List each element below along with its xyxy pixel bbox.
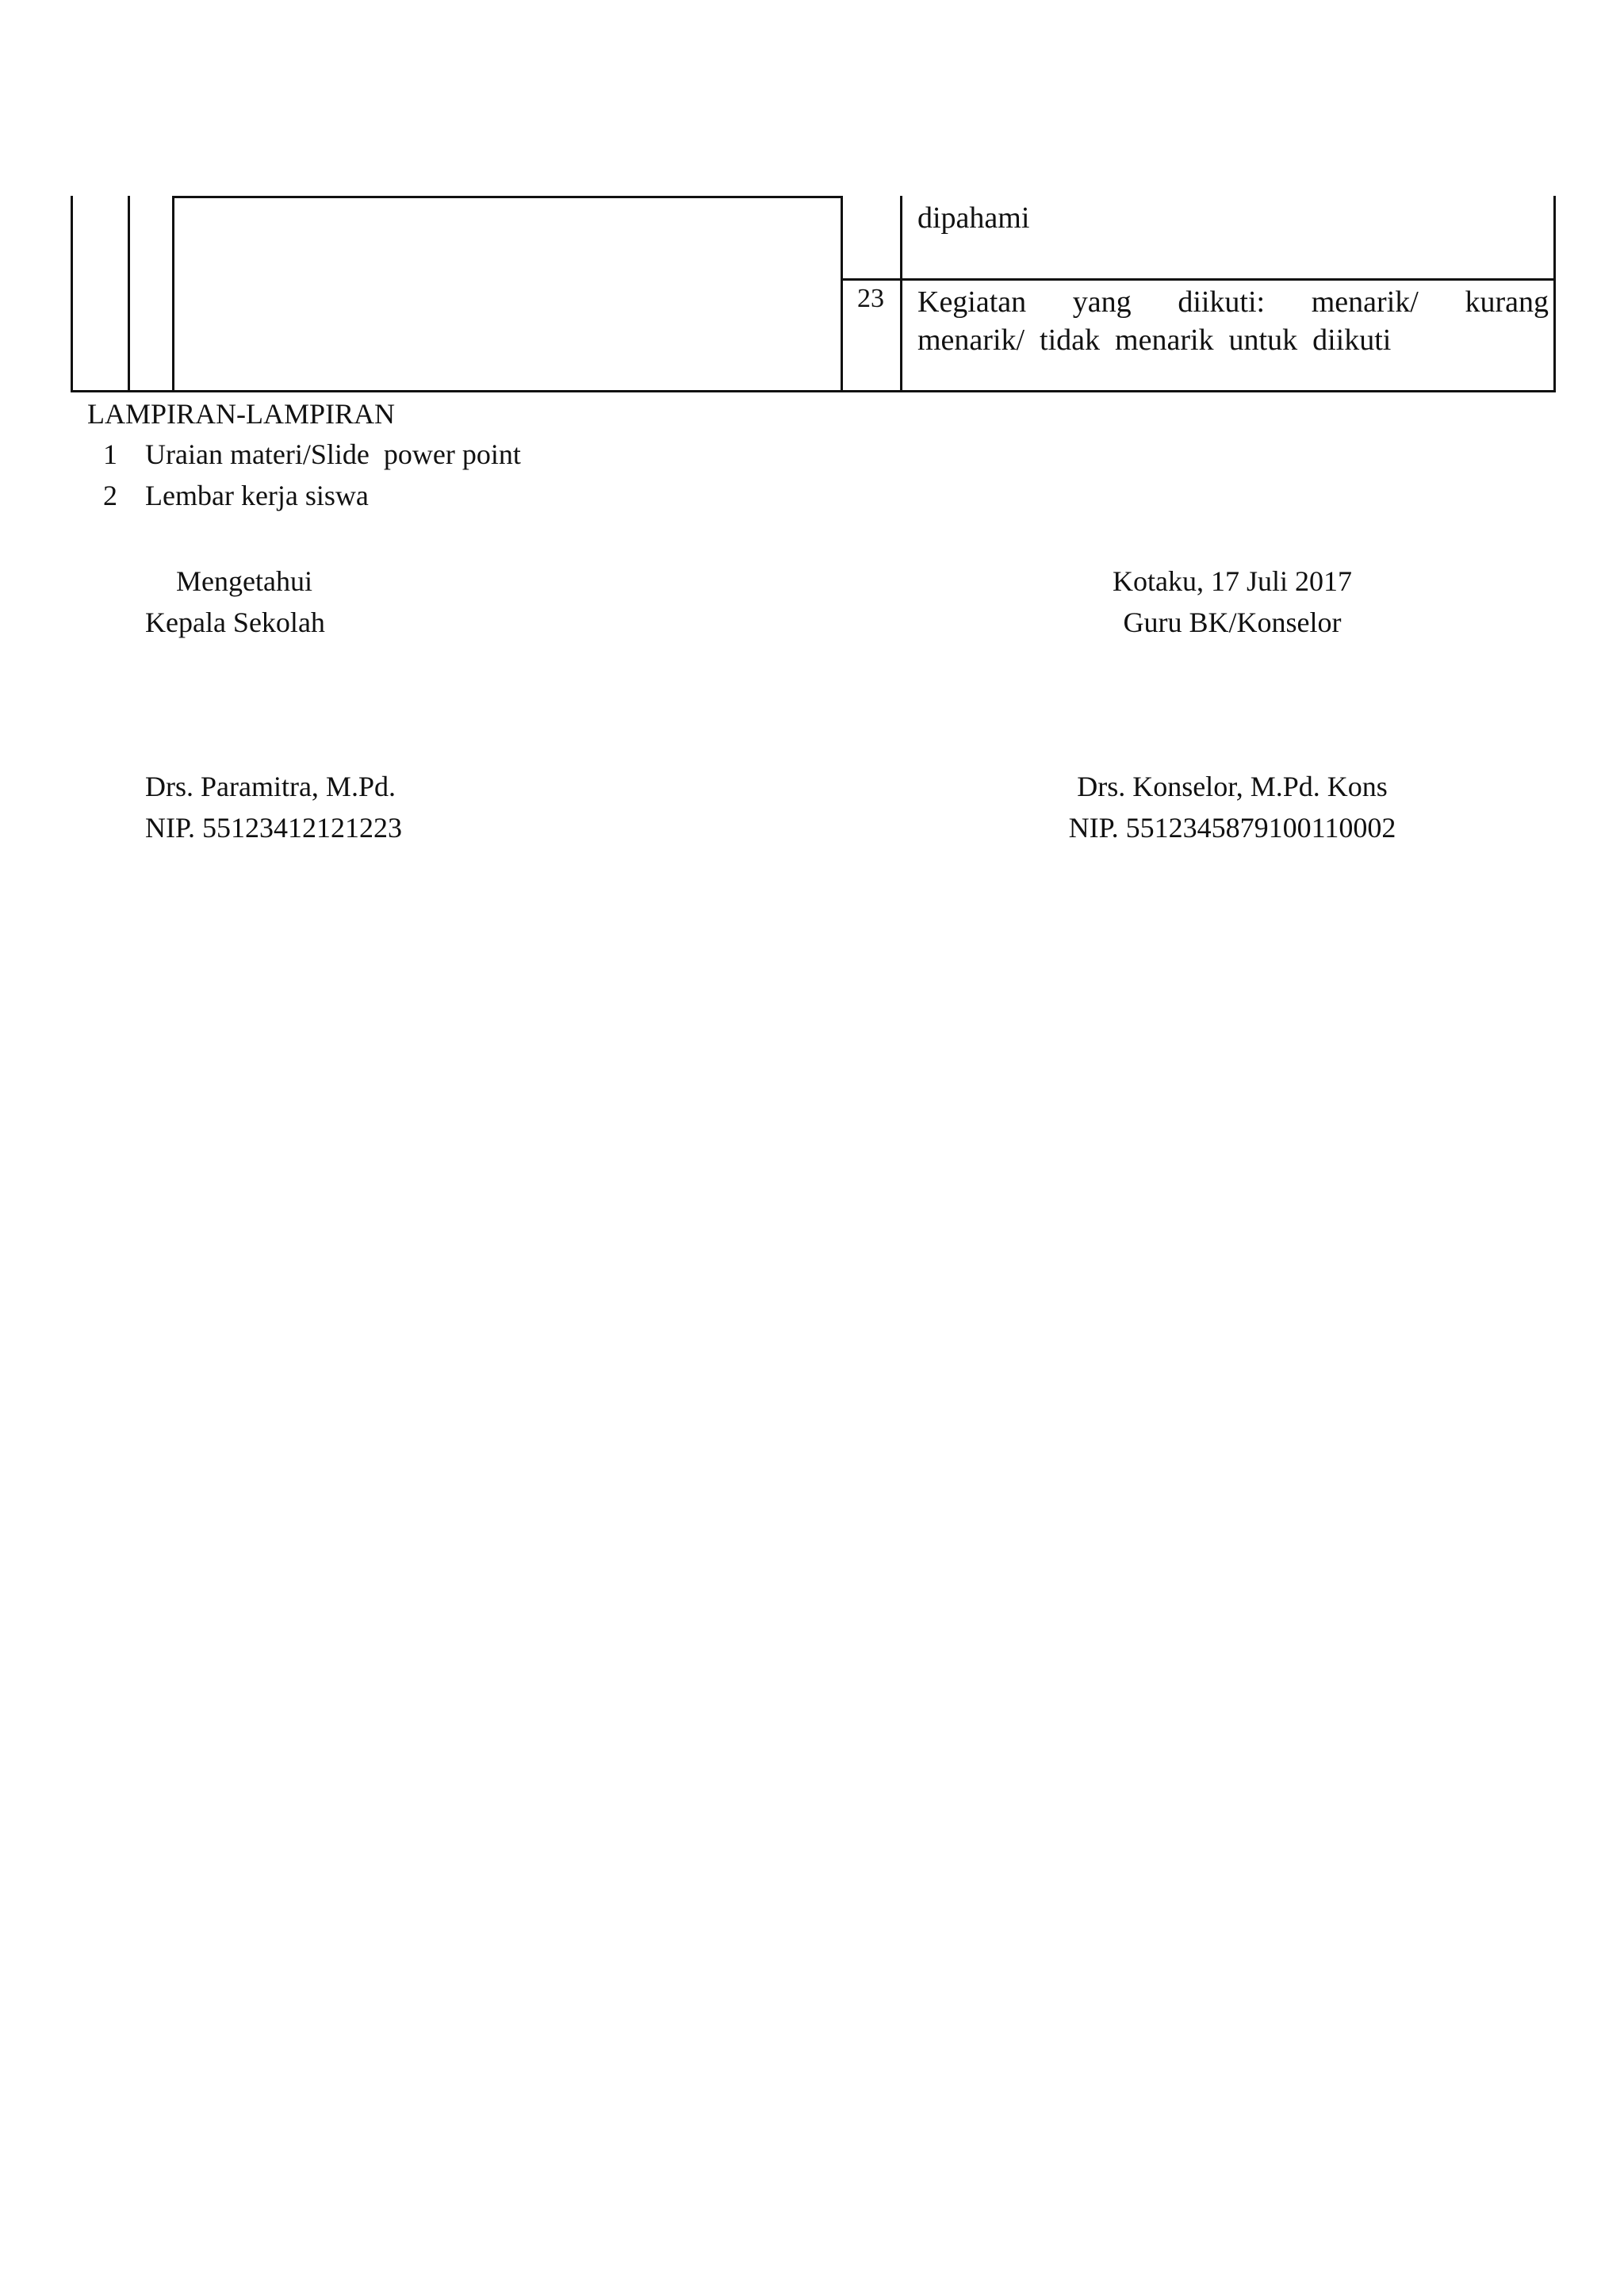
- row-word-4: menarik/: [1311, 285, 1419, 319]
- right-nip: NIP. 5512345879100110002: [1068, 812, 1396, 844]
- table-row-text-line1: [917, 283, 1549, 321]
- left-name: Drs. Paramitra, M.Pd.: [145, 771, 396, 802]
- table-col-divider-2: [172, 196, 174, 392]
- table-continued-text: dipahami: [917, 201, 1030, 235]
- table-row-text-line2: menarik/ tidak menarik untuk diikuti: [917, 323, 1392, 357]
- attachment-number-1: 1: [103, 438, 117, 470]
- right-name: Drs. Konselor, M.Pd. Kons: [1077, 771, 1388, 802]
- attachment-label-2: Lembar kerja siswa: [145, 480, 369, 511]
- row-word-2: yang: [1072, 285, 1132, 319]
- left-role: Kepala Sekolah: [145, 607, 325, 638]
- table-border-bottom: [71, 390, 1556, 392]
- right-role: Guru BK/Konselor: [1123, 607, 1342, 638]
- table-col-divider-3: [841, 196, 843, 392]
- table-row-divider: [841, 278, 1556, 281]
- table-border-left: [71, 196, 73, 392]
- left-nip: NIP. 55123412121223: [145, 812, 403, 844]
- row-word-3: diikuti:: [1178, 285, 1266, 319]
- attachment-number-2: 2: [103, 480, 117, 511]
- row-word-5: kurang: [1465, 285, 1549, 319]
- attachments-heading: LAMPIRAN-LAMPIRAN: [87, 398, 396, 430]
- table-fragment: [71, 196, 1557, 392]
- table-col-divider-1: [128, 196, 130, 392]
- table-col-divider-4: [900, 196, 902, 392]
- table-inner-top-line: [172, 196, 843, 198]
- left-acknowledge: Mengetahui: [176, 565, 312, 597]
- attachment-label-1: Uraian materi/Slide power point: [145, 438, 521, 470]
- table-border-right: [1553, 196, 1556, 392]
- table-row-number: 23: [857, 284, 884, 313]
- right-place-date: Kotaku, 17 Juli 2017: [1113, 565, 1352, 597]
- row-word-1: Kegiatan: [917, 285, 1027, 319]
